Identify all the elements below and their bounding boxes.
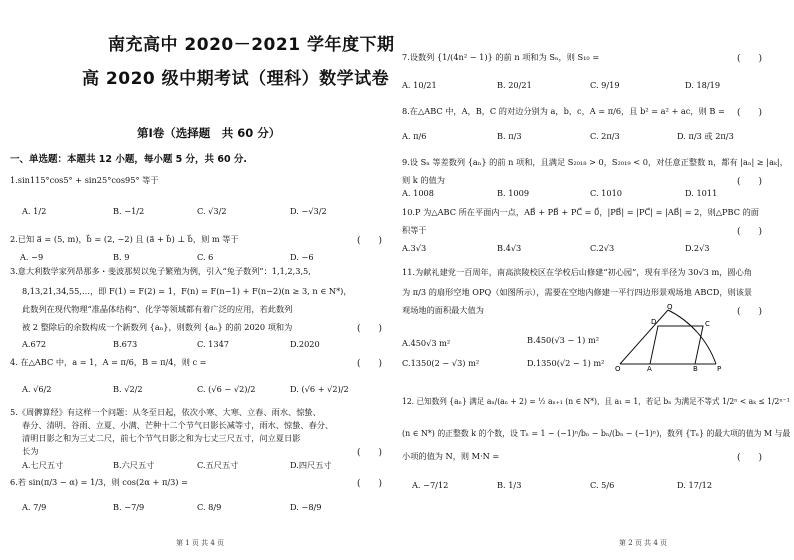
question-1: 1.sin115°cos5° + sin25°cos95° 等于 (10, 175, 159, 185)
q3-option-c: C. 1347 (197, 339, 230, 349)
q10-option-c: C.2√3 (590, 243, 615, 253)
section-title: 第Ⅰ卷（选择题 共 60 分） (137, 126, 281, 140)
q3-answer-paren: ( ) (357, 324, 383, 334)
sector-arc-pq (668, 310, 716, 364)
question-10-line1: 10.P 为△ABC 所在平面内一点，AB⃗ + PB⃗ + PC⃗ = 0⃗，|PB⃗| = |PC⃗| = |AB⃗| = 2，则△PBC 的面 (402, 207, 759, 217)
q10-option-b: B.4√3 (497, 243, 522, 253)
q5-answer-paren: ( ) (357, 448, 383, 458)
question-12-line1: 12. 已知数列 {aₙ} 满足 aₙ/(aₙ + 2) = ½ aₙ₊₁ (n ∈ N*)，且 a₁ = 1，若记 bₙ 为满足不等式 1/2ⁿ < aₖ ≤ 1/2ⁿ⁻¹ (402, 396, 790, 406)
question-3-line1: 3.意大利数学家列昂那多・斐波那契以兔子繁殖为例，引入“兔子数列”：1,1,2,3,5, (10, 266, 311, 276)
label-d: D (651, 318, 657, 326)
question-8: 8.在△ABC 中，A，B，C 的对边分别为 a，b，c，A = π/6，且 b² = a² + ac，则 B = (402, 106, 725, 116)
label-b: B (693, 365, 698, 372)
question-10-line2: 积等于 (402, 225, 427, 235)
q8-option-a: A. π/6 (402, 131, 427, 141)
question-5-line1: 5.《周髀算经》有这样一个问题：从冬至日起，依次小寒、大寒、立春、雨水、惊蛰、 (10, 407, 321, 417)
label-o: O (615, 365, 621, 372)
q2-answer-paren: ( ) (357, 236, 383, 246)
q6-option-c: C. 8/9 (197, 502, 222, 512)
q5-option-c: C.五尺五寸 (197, 460, 239, 470)
q3-option-b: B.673 (113, 339, 138, 349)
q12-option-b: B. 1/3 (497, 480, 522, 490)
question-7: 7.设数列 {1/(4n² − 1)} 的前 n 项和为 Sₙ，则 S₁₀ = (402, 52, 600, 62)
q11-option-c: C.1350(2 − √3) m² (402, 358, 480, 368)
q3-option-d: D.2020 (290, 339, 320, 349)
question-12-line2: (n ∈ N*) 的正整数 k 的个数，设 Tₙ = 1 − (−1)ⁿ/bₙ − bₙ/(bₙ − (−1)ⁿ)，数列 {Tₙ} 的最大项的值为 M 与最 (402, 428, 791, 438)
question-2: 2.已知 a⃗ = (5, m)，b⃗ = (2, −2) 且 (a⃗ + b⃗) ⊥ b⃗，则 m 等于 (10, 234, 239, 244)
q12-option-c: C. 5/6 (590, 480, 615, 490)
q10-option-a: A.3√3 (402, 243, 427, 253)
question-9-line2: 则 k 的值为 (402, 175, 445, 185)
q5-option-b: B.六尺五寸 (113, 460, 155, 470)
q7-option-c: C. 9/19 (590, 80, 620, 90)
q7-answer-paren: ( ) (737, 54, 763, 64)
q4-option-a: A. √6/2 (22, 384, 52, 394)
label-p: P (717, 365, 722, 372)
sector-radius-oq (620, 310, 668, 364)
q9-option-a: A. 1008 (402, 188, 434, 198)
question-4: 4. 在△ABC 中，a = 1，A = π/6，B = π/4，则 c = (10, 357, 207, 367)
q11-answer-paren: ( ) (737, 307, 763, 317)
q1-option-c: C. √3/2 (197, 206, 227, 216)
exam-title-line1: 南充高中 2020－2021 学年度下期 (108, 35, 395, 55)
question-9-line1: 9.设 Sₙ 等差数列 {aₙ} 的前 n 项和，且满足 S₂₀₁₈ > 0，S₂₀₁₉ < 0，对任意正整数 n，都有 |aₙ| ≥ |aₖ|， (402, 157, 788, 167)
q5-option-d: D.四尺五寸 (290, 460, 332, 470)
parallelogram-abcd (650, 326, 703, 364)
q6-option-d: D. −8/9 (290, 502, 322, 512)
q9-option-c: C. 1010 (590, 188, 623, 198)
question-3-line2: 8,13,21,34,55,…，即 F(1) = F(2) = 1，F(n) = F(n−1) + F(n−2)(n ≥ 3, n ∈ N*)， (22, 286, 352, 296)
q12-option-a: A. −7/12 (412, 480, 449, 490)
question-3-line4: 被 2 整除后的余数构成一个新数列 {aₙ}，则数列 {aₙ} 的前 2020 项和为 (22, 322, 293, 332)
label-q: Q (667, 304, 673, 311)
q11-option-a: A.450√3 m² (402, 338, 451, 348)
question-6: 6.若 sin(π/3 − α) = 1/3，则 cos(2α + π/3) = (10, 477, 188, 487)
q12-answer-paren: ( ) (737, 453, 763, 463)
q2-option-d: D. −6 (290, 252, 314, 262)
left-page-footer: 第 1 页 共 4 页 (176, 539, 225, 547)
q3-option-a: A.672 (22, 339, 47, 349)
q9-option-b: B. 1009 (497, 188, 530, 198)
q4-answer-paren: ( ) (357, 359, 383, 369)
q6-option-b: B. −7/9 (113, 502, 145, 512)
q1-option-a: A. 1/2 (22, 206, 47, 216)
question-11-line1: 11.为献礼建党一百周年，南高滨陵校区在学校后山修建“初心园”，现有半径为 30√3 m，圆心角 (402, 267, 752, 277)
exam-title-line2: 高 2020 级中期考试（理科）数学试卷 (82, 69, 390, 89)
q8-answer-paren: ( ) (737, 108, 763, 118)
q9-option-d: D. 1011 (685, 188, 718, 198)
q10-option-d: D.2√3 (685, 243, 710, 253)
right-page-footer: 第 2 页 共 4 页 (619, 539, 668, 547)
q2-option-c: C. 6 (197, 252, 214, 262)
q7-option-b: B. 20/21 (497, 80, 532, 90)
question-3-line3: 此数列在现代物理“准晶体结构”、化学等领域都有着广泛的应用，若此数列 (22, 304, 293, 314)
q11-option-d: D.1350(√2 − 1) m² (527, 358, 605, 368)
q4-option-c: C. (√6 − √2)/2 (197, 384, 256, 394)
q1-option-d: D. −√3/2 (290, 206, 327, 216)
q6-answer-paren: ( ) (357, 479, 383, 489)
q10-answer-paren: ( ) (737, 227, 763, 237)
question-12-line3: 小项的值为 N，则 M·N = (402, 451, 500, 461)
q6-option-a: A. 7/9 (22, 502, 47, 512)
question-5-line4: 长为 (22, 446, 39, 456)
q12-option-d: D. 17/12 (677, 480, 713, 490)
q9-answer-paren: ( ) (737, 177, 763, 187)
q4-option-b: B. √2/2 (113, 384, 143, 394)
q7-option-a: A. 10/21 (402, 80, 437, 90)
q7-option-d: D. 18/19 (685, 80, 721, 90)
q2-option-a: A. −9 (20, 252, 44, 262)
q11-option-b: B.450(√3 − 1) m² (527, 335, 599, 345)
q8-option-d: D. π/3 或 2π/3 (677, 131, 734, 141)
question-11-line2: 为 π/3 的扇形空地 OPQ（如图所示），需要在空地内修建一平行四边形景观场地 ABCD，则该景 (402, 287, 753, 297)
q1-option-b: B. −1/2 (113, 206, 145, 216)
label-c: C (705, 320, 710, 328)
right-page (397, 0, 794, 560)
q5-option-a: A.七尺五寸 (22, 460, 64, 470)
sector-figure (615, 304, 725, 372)
question-5-line2: 春分、清明、谷雨、立夏、小满、芒种十二个节气日影长减等寸，雨水、惊蛰、春分、 (22, 420, 334, 430)
q4-option-d: D. (√6 + √2)/2 (290, 384, 349, 394)
question-11-line3: 观场地的面积最大值为 (402, 305, 484, 315)
q8-option-c: C. 2π/3 (590, 131, 620, 141)
question-5-line3: 清明日影之和为三丈二尺，前七个节气日影之和为七丈三尺五寸，问立夏日影 (22, 433, 301, 443)
q2-option-b: B. 9 (113, 252, 130, 262)
q8-option-b: B. π/3 (497, 131, 522, 141)
label-a: A (647, 365, 652, 372)
section-heading: 一、单选题：本题共 12 小题，每小题 5 分，共 60 分. (10, 154, 248, 165)
